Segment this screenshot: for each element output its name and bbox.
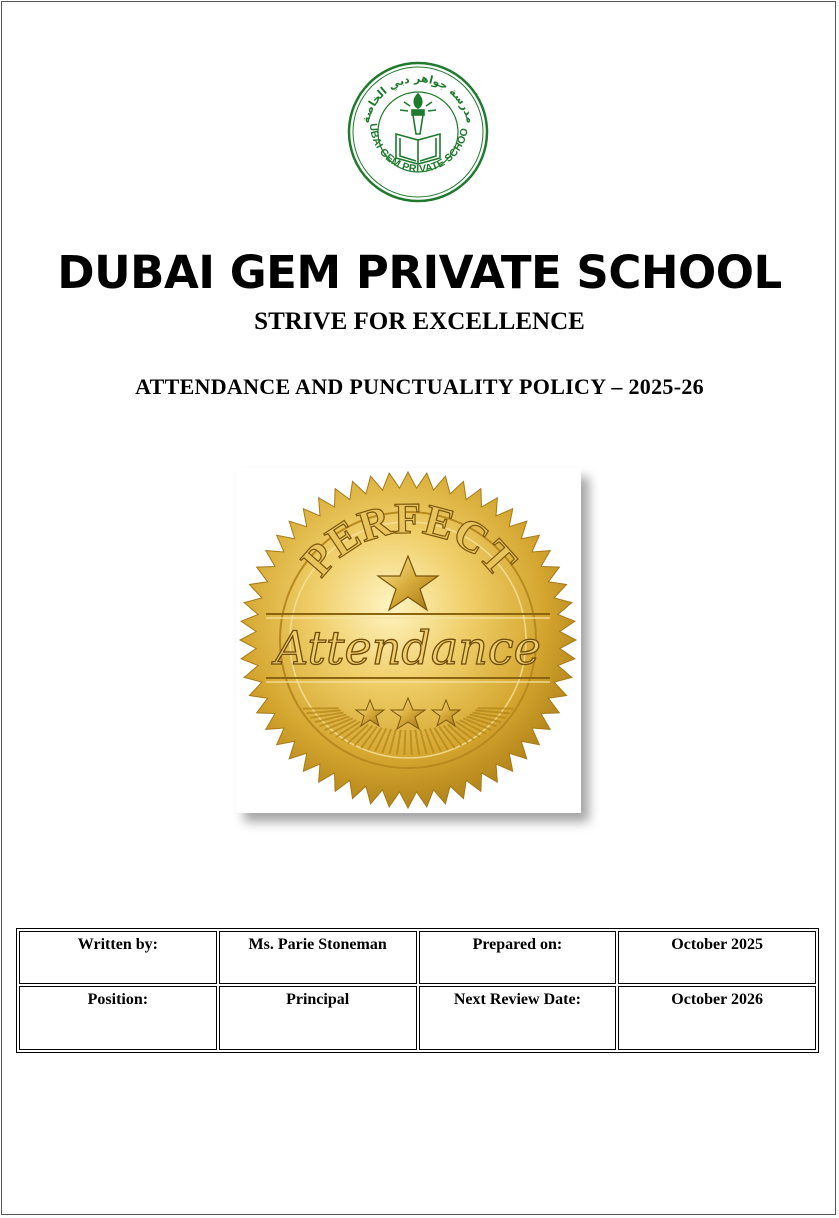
- logo-english-text: UBAI GEM PRIVATE SCHOO: [366, 122, 471, 176]
- document-info-table: [16, 928, 819, 1053]
- table-row: [19, 931, 816, 984]
- school-motto: STRIVE FOR EXCELLENCE: [254, 308, 585, 335]
- seal-ray: [411, 730, 412, 755]
- torch-book-icon: [396, 94, 440, 164]
- written-by-label: Written by:: [19, 931, 217, 984]
- school-logo-emblem: [346, 60, 490, 204]
- logo-arabic-text: مدرسة جواهر دبي الخاصة: [358, 71, 478, 125]
- school-name: DUBAI GEM PRIVATE SCHOOL: [57, 246, 782, 299]
- prepared-on-value: October 2025: [618, 931, 816, 984]
- perfect-attendance-seal: [236, 468, 581, 813]
- prepared-on-label: Prepared on:: [419, 931, 617, 984]
- seal-script-text: Attendance: [275, 621, 541, 675]
- policy-title: ATTENDANCE AND PUNCTUALITY POLICY – 2025-26: [135, 374, 704, 399]
- next-review-value: October 2026: [618, 986, 816, 1050]
- school-logo: [346, 60, 490, 204]
- table-row: [19, 986, 816, 1050]
- gold-seal-icon: [236, 468, 581, 813]
- written-by-value: Ms. Parie Stoneman: [219, 931, 417, 984]
- next-review-label: Next Review Date:: [419, 986, 617, 1050]
- seal-ray: [404, 730, 405, 755]
- position-label: Position:: [19, 986, 217, 1050]
- position-value: Principal: [219, 986, 417, 1050]
- seal-top-text: PERFECT: [291, 493, 526, 586]
